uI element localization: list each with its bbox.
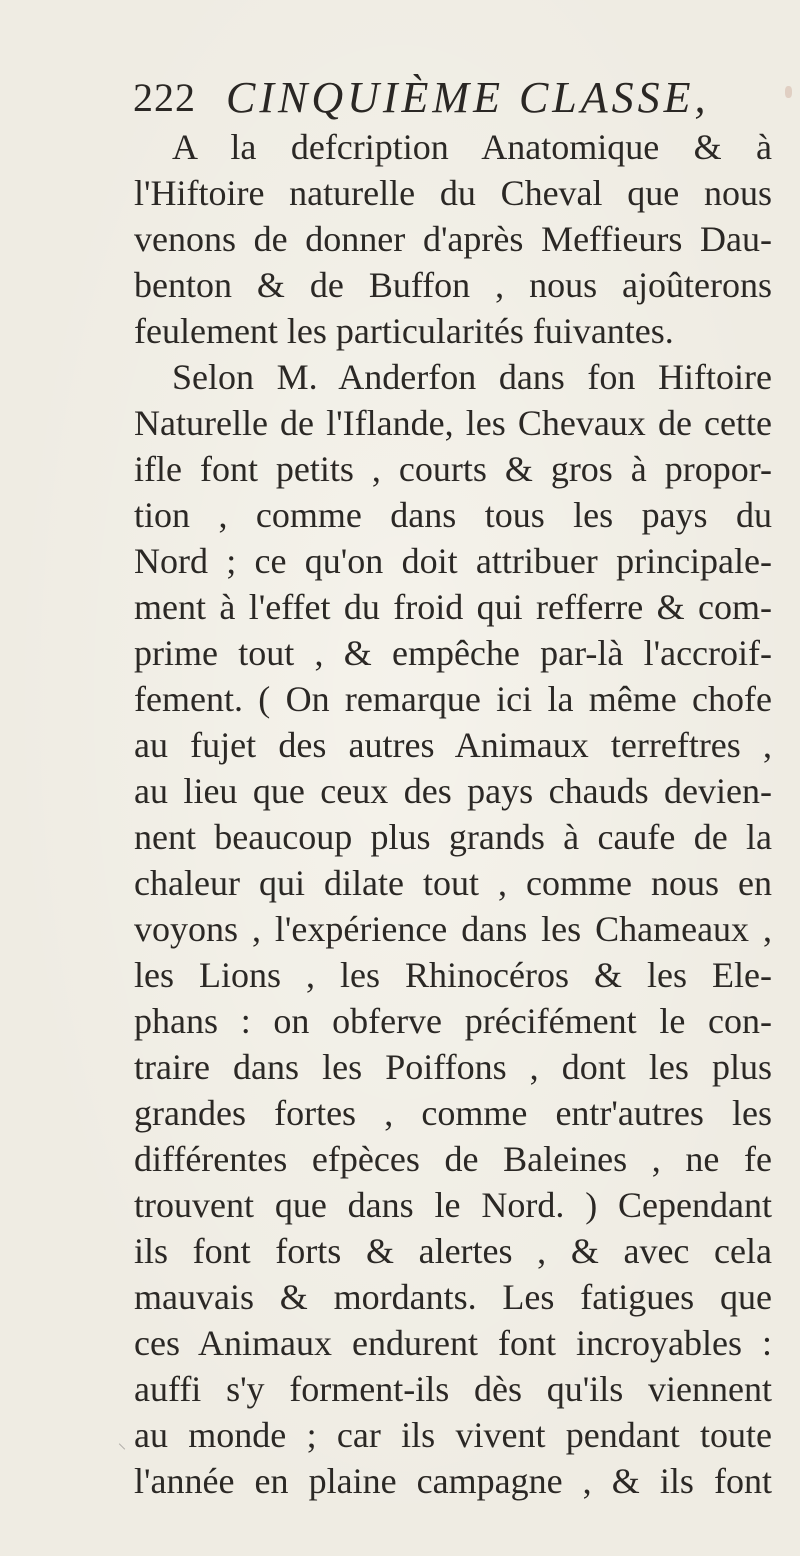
text-line: au fujet des autres Animaux terreftres ,	[134, 725, 772, 765]
text-line: différentes efpèces de Baleines , ne fe	[134, 1139, 772, 1179]
text-line: grandes fortes , comme entr'autres les	[134, 1093, 772, 1133]
text-line: trouvent que dans le Nord. ) Cependant	[134, 1185, 772, 1225]
text-line: tion , comme dans tous les pays du	[134, 495, 772, 535]
class-heading: CINQUIÈME CLASSE,	[226, 73, 710, 122]
text-line: prime tout , & empêche par-là l'accroif-	[134, 633, 772, 673]
text-line: phans : on obferve précifément le con-	[134, 1001, 772, 1041]
text-line: traire dans les Poiffons , dont les plus	[134, 1047, 772, 1087]
text-line: feulement les particularités fuivantes.	[134, 311, 674, 351]
text-line: fement. ( On remarque ici la même chofe	[134, 679, 772, 719]
text-line: l'Hiftoire naturelle du Cheval que nous	[134, 173, 772, 213]
text-line: au monde ; car ils vivent pendant toute	[134, 1415, 772, 1455]
text-line: auffi s'y forment-ils dès qu'ils viennent	[134, 1369, 772, 1409]
text-line: Naturelle de l'Iflande, les Chevaux de cette	[134, 403, 772, 443]
text-line: ifle font petits , courts & gros à propor-	[134, 449, 772, 489]
page-number: 222	[133, 75, 196, 120]
text-line: Nord ; ce qu'on doit attribuer principale-	[134, 541, 772, 581]
text-line: nent beaucoup plus grands à caufe de la	[134, 817, 772, 857]
text-line: benton & de Buffon , nous ajoûterons	[134, 265, 772, 305]
text-line: mauvais & mordants. Les fatigues que	[134, 1277, 772, 1317]
text-line: ces Animaux endurent font incroyables :	[134, 1323, 772, 1363]
text-line: chaleur qui dilate tout , comme nous en	[134, 863, 772, 903]
text-line: ils font forts & alertes , & avec cela	[134, 1231, 772, 1271]
text-line: les Lions , les Rhinocéros & les Ele-	[134, 955, 772, 995]
text-line: ment à l'effet du froid qui refferre & com-	[134, 587, 772, 627]
text-line: Selon M. Anderfon dans fon Hiftoire	[172, 357, 772, 397]
text-line: l'année en plaine campagne , & ils font	[134, 1461, 772, 1501]
text-line: venons de donner d'après Meffieurs Dau-	[134, 219, 772, 259]
text-line: au lieu que ceux des pays chauds devien-	[134, 771, 772, 811]
text-line: voyons , l'expérience dans les Chameaux ,	[134, 909, 772, 949]
text-line: A la defcription Anatomique & à	[172, 127, 772, 167]
